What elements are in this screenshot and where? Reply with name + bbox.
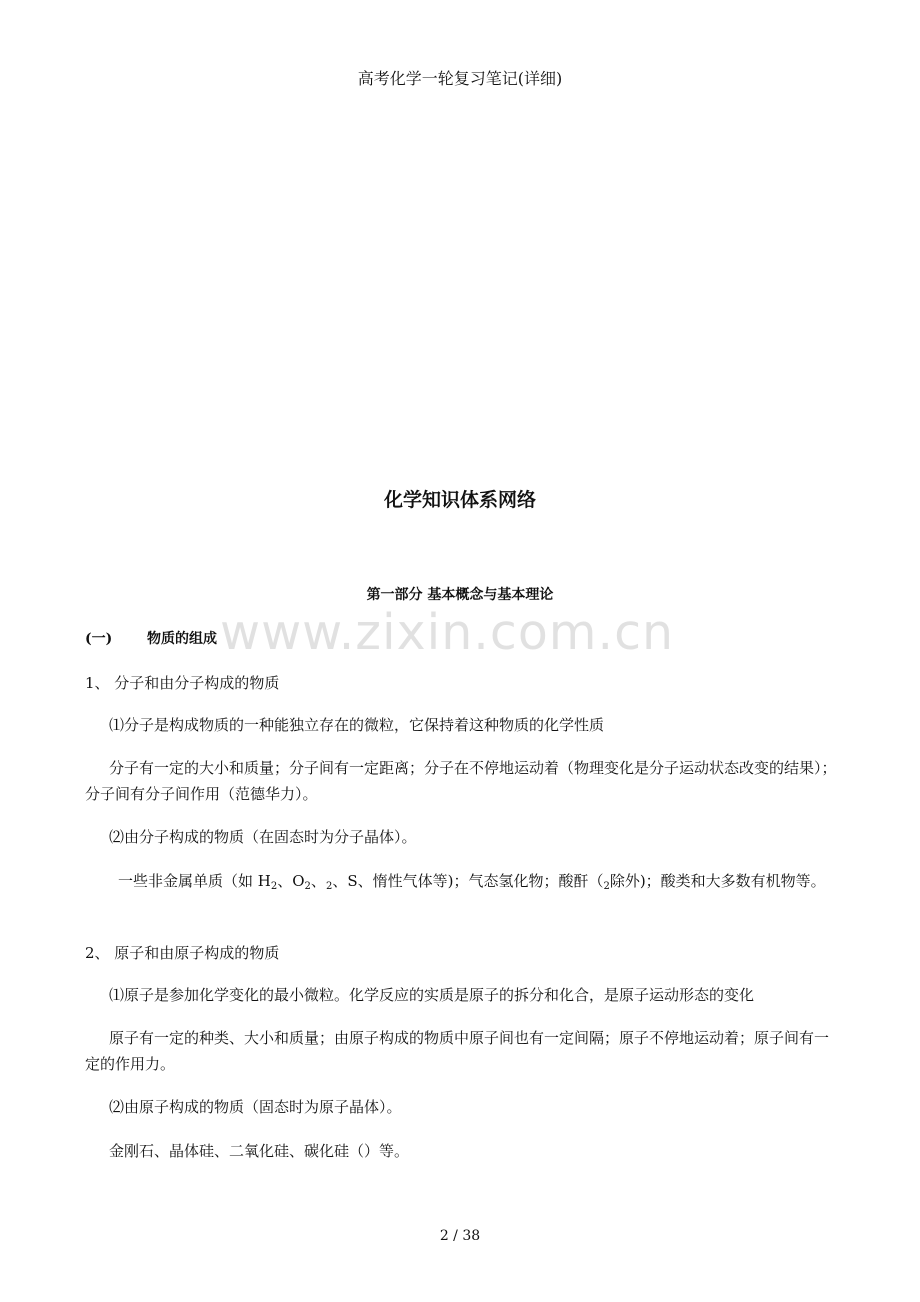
page-header: 高考化学一轮复习笔记(详细) <box>357 69 563 88</box>
item-1a: ⑴分子是构成物质的一种能独立存在的微粒，它保持着这种物质的化学性质 <box>109 716 605 734</box>
item-1d <box>85 868 837 894</box>
section-number: (一) <box>85 631 113 647</box>
subscript: 2 <box>603 881 610 892</box>
item-1d-pre: 一些非金属单质（如 H <box>118 872 271 890</box>
subscript: 2 <box>270 881 278 892</box>
section-heading <box>85 628 217 648</box>
subscript: 2 <box>325 881 333 892</box>
part-heading: 第一部分 基本概念与基本理论 <box>366 587 554 603</box>
item-1b: 分子有一定的大小和质量；分子间有一定距离；分子在不停地运动着（物理变化是分子运动状态改变的结果）；分子间有分子间作用（范德华力）。 <box>85 759 837 803</box>
page-number: 2 / 38 <box>439 1228 481 1244</box>
item-2a: ⑴原子是参加化学变化的最小微粒。化学反应的实质是原子的拆分和化合，是原子运动形态的变化 <box>109 986 755 1004</box>
item-1d-mid2: 、 <box>310 872 326 890</box>
item-1d-mid3: 、S、惰性气体等)；气态氢化物；酸酐（ <box>332 872 604 890</box>
item-1d-mid1: 、O <box>277 872 305 890</box>
item-2c: ⑵由原子构成的物质（固态时为原子晶体）。 <box>109 1098 402 1116</box>
item-1-heading: 1、 分子和由分子构成的物质 <box>85 674 280 692</box>
section-label: 物质的组成 <box>147 631 217 647</box>
item-1c: ⑵由分子构成的物质（在固态时为分子晶体）。 <box>109 828 417 846</box>
document-title: 化学知识体系网络 <box>383 489 536 511</box>
item-2-heading: 2、 原子和由原子构成的物质 <box>85 944 280 962</box>
item-1d-post: 除外)；酸类和大多数有机物等。 <box>609 872 826 890</box>
watermark: www.zixin.com.cn <box>220 604 675 661</box>
item-2d: 金刚石、晶体硅、二氧化硅、碳化硅（）等。 <box>109 1142 410 1160</box>
subscript: 2 <box>304 881 311 892</box>
item-2b: 原子有一定的种类、大小和质量；由原子构成的物质中原子间也有一定间隔；原子不停地运动着；原子间有一定的作用力。 <box>85 1029 830 1073</box>
